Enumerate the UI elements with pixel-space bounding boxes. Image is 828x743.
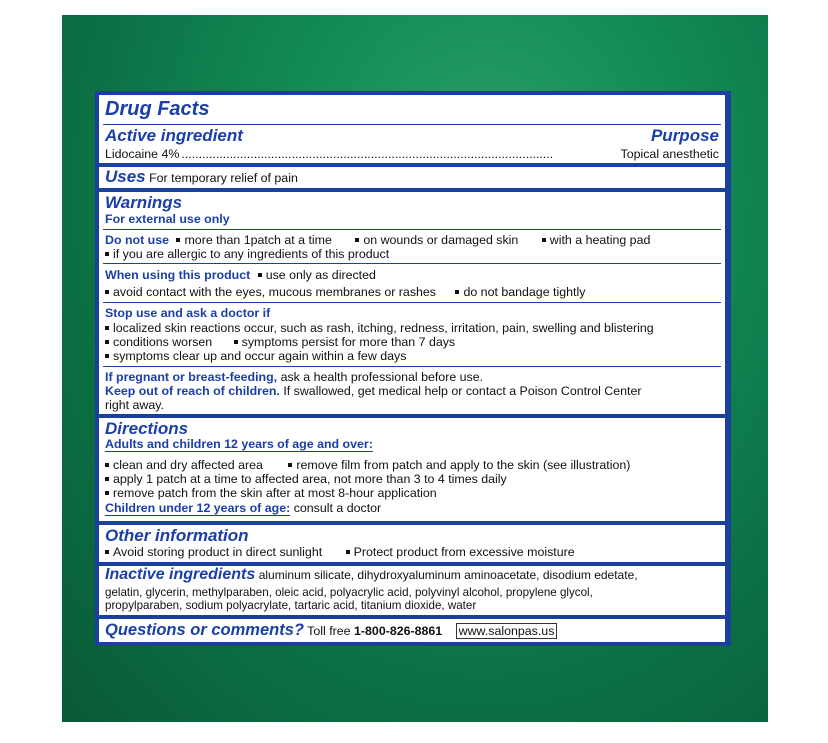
phone-number: 1-800-826-8861 [354, 624, 443, 638]
do-not-use-label: Do not use [105, 233, 170, 247]
directions-heading: Directions [105, 419, 189, 438]
bullet-icon [105, 354, 109, 358]
uses-section [99, 167, 725, 188]
list-item: Avoid storing product in direct sunlight [113, 545, 323, 559]
list-item: with a heating pad [549, 233, 651, 247]
stop-use-label: Stop use and ask a doctor if [105, 306, 271, 320]
children-text: consult a doctor [293, 501, 382, 515]
keep-out-text-continued: right away. [105, 398, 164, 412]
ingredient-name: Lidocaine 4% [105, 147, 180, 161]
list-item: use only as directed [265, 268, 376, 282]
bullet-icon [176, 238, 180, 242]
list-item: Protect product from excessive moisture [353, 545, 575, 559]
toll-free-label: Toll free [307, 624, 351, 638]
other-information-heading: Other information [105, 526, 249, 545]
bullet-icon [105, 326, 109, 330]
list-item: if you are allergic to any ingredients of this product [113, 247, 390, 261]
list-item: do not bandage tightly [463, 285, 586, 299]
purpose-heading: Purpose [650, 126, 719, 145]
inactive-ingredients-section [99, 566, 725, 615]
bullet-icon [234, 340, 238, 344]
list-item: on wounds or damaged skin [363, 233, 519, 247]
uses-text: For temporary relief of pain [149, 171, 298, 185]
drug-facts-panel [95, 91, 731, 646]
warnings-section [99, 192, 725, 414]
purpose-value: Topical anesthetic [620, 147, 719, 161]
active-ingredient-heading: Active ingredient [105, 126, 243, 145]
adults-label: Adults and children 12 years of age and over: [105, 437, 373, 451]
other-information-section [99, 525, 725, 562]
list-item: clean and dry affected area [113, 458, 263, 472]
bullet-icon [105, 252, 109, 256]
bullet-icon [105, 550, 109, 554]
list-item: avoid contact with the eyes, mucous membranes or rashes [113, 285, 436, 299]
list-item: apply 1 patch at a time to affected area, not more than 3 to 4 times daily [113, 472, 507, 486]
keep-out-text: If swallowed, get medical help or contact a Poison Control Center [283, 384, 642, 398]
questions-section [99, 619, 725, 642]
when-using-label: When using this product [105, 268, 251, 282]
website-link[interactable]: www.salonpas.us [456, 623, 558, 639]
children-label: Children under 12 years of age: [105, 501, 291, 515]
list-item: conditions worsen [113, 335, 213, 349]
list-item: symptoms clear up and occur again within a few days [113, 349, 407, 363]
list-item: remove film from patch and apply to the skin (see illustration) [296, 458, 631, 472]
list-item: localized skin reactions occur, such as rash, itching, redness, irritation, pain, swelling and blistering [113, 321, 654, 335]
bullet-icon [288, 463, 292, 467]
bullet-icon [455, 290, 459, 294]
divider [103, 229, 721, 230]
list-item: symptoms persist for more than 7 days [241, 335, 456, 349]
directions-section [99, 418, 725, 521]
bullet-icon [105, 477, 109, 481]
keep-out-label: Keep out of reach of children. [105, 384, 280, 398]
inactive-ingredients-line: aluminum silicate, dihydroxyaluminum aminoacetate, disodium edetate, [258, 568, 638, 582]
active-ingredient-row [105, 147, 719, 161]
do-not-use-row [105, 233, 650, 247]
bullet-icon [105, 491, 109, 495]
bullet-icon [105, 340, 109, 344]
divider [103, 302, 721, 303]
bullet-icon [258, 273, 262, 277]
inactive-ingredients-line: propylparaben, sodium polyacrylate, tartaric acid, titanium dioxide, water [105, 599, 477, 612]
pregnant-label: If pregnant or breast-feeding, [105, 370, 278, 384]
drug-facts-title: Drug Facts [105, 98, 210, 120]
inactive-ingredients-heading: Inactive ingredients [105, 566, 256, 583]
bullet-icon [105, 463, 109, 467]
list-item: more than 1patch at a time [184, 233, 332, 247]
uses-heading: Uses [105, 167, 146, 186]
inactive-ingredients-line: gelatin, glycerin, methylparaben, oleic acid, polyacrylic acid, polyvinyl alcohol, propylene glycol, [105, 586, 593, 599]
leader-dots: ............................................................................................................ [181, 147, 554, 161]
bullet-icon [542, 238, 546, 242]
bullet-icon [105, 290, 109, 294]
divider [103, 263, 721, 264]
questions-heading: Questions or comments? [105, 621, 304, 639]
divider [103, 124, 721, 125]
bullet-icon [346, 550, 350, 554]
pregnant-text: ask a health professional before use. [280, 370, 484, 384]
warnings-heading: Warnings [105, 193, 183, 212]
active-ingredient-section [99, 95, 725, 163]
external-use-text: For external use only [105, 212, 230, 226]
divider [103, 366, 721, 367]
bullet-icon [355, 238, 359, 242]
list-item: remove patch from the skin after at most 8-hour application [113, 486, 437, 500]
